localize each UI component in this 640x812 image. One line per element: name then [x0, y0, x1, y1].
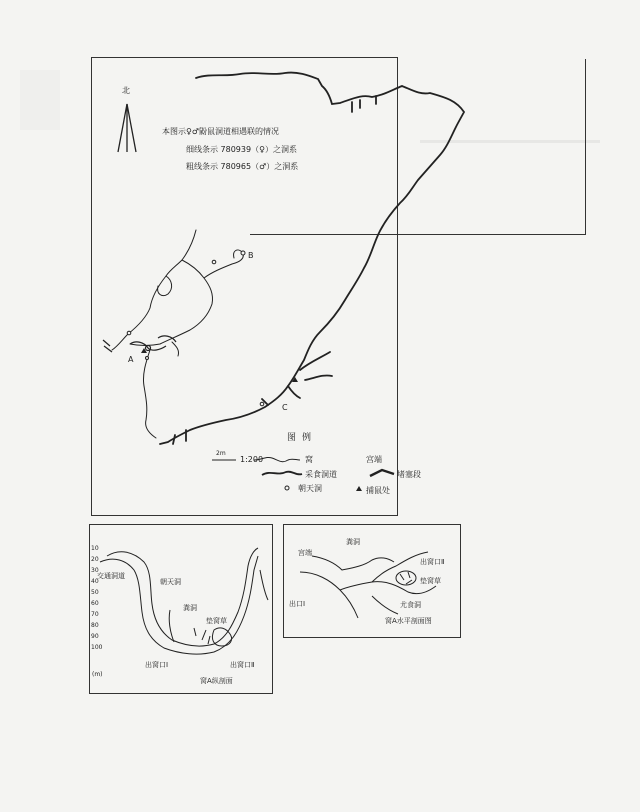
depth-tick: 50	[91, 589, 99, 596]
depth-tick: 30	[91, 567, 99, 574]
hs-food-hole: 尤食洞	[400, 601, 421, 609]
female-burrow-system	[112, 230, 264, 438]
vs-exit-2: 出窝口Ⅱ	[230, 661, 255, 669]
capture-site-marker	[141, 348, 298, 382]
legend-title: 图例	[287, 433, 318, 443]
point-a-label: A	[128, 355, 134, 364]
hs-exit-2: 出窝口Ⅱ	[420, 558, 445, 566]
depth-tick: 80	[91, 622, 99, 629]
hs-palace: 宫端	[298, 549, 312, 557]
depth-tick: 10	[91, 545, 99, 552]
legend-sky-hole: 朝天洞	[298, 484, 322, 493]
nest-a-cluster	[103, 336, 176, 352]
vs-transport-tunnel: 交通洞道	[97, 572, 125, 580]
legend-scale-bar: 2m	[216, 450, 226, 457]
caption-line-1: 本图示♀♂鼢鼠洞道相遇联的情况	[162, 127, 280, 136]
legend-scale-ratio: 1:200	[240, 455, 264, 464]
depth-tick: 40	[91, 578, 99, 585]
depth-tick: 100	[91, 644, 103, 651]
legend-mound: 堵塞段	[397, 470, 421, 479]
vs-caption: 窝A纵剖面	[200, 677, 233, 685]
north-arrow-icon	[118, 104, 136, 152]
sky-hole-legend-icon	[285, 486, 289, 490]
capture-legend-icon	[356, 486, 362, 491]
hs-exit-1: 出口Ⅰ	[289, 600, 306, 608]
hs-dung-hole: 粪洞	[346, 538, 360, 546]
legend-nest: 窝	[305, 455, 313, 464]
hs-nest-grass: 垫窝草	[420, 577, 441, 585]
vs-dung-hole: 粪洞	[183, 604, 197, 612]
caption-line-3: 粗线条示 780965（♂）之洞系	[186, 162, 299, 171]
mound-legend-icon	[370, 470, 394, 476]
depth-tick: 70	[91, 611, 99, 618]
depth-tick: 20	[91, 556, 99, 563]
north-label: 北	[122, 86, 130, 95]
vs-nest-grass: 垫窝草	[206, 617, 227, 625]
hs-caption: 窝A水平剖面图	[385, 617, 432, 625]
vs-sky-hole: 朝天洞	[160, 578, 181, 586]
legend-capture-site: 捕鼠处	[366, 486, 390, 495]
depth-tick: 60	[91, 600, 99, 607]
legend-palace: 宫端	[366, 455, 382, 464]
vs-exit-1: 出窝口Ⅰ	[145, 661, 169, 669]
legend-feeding-tunnel: 采食洞道	[305, 470, 337, 479]
depth-tick: 90	[91, 633, 99, 640]
caption-line-2: 细线条示 780939（♀）之洞系	[186, 145, 297, 154]
point-c-label: C	[282, 403, 288, 412]
point-b-label: B	[248, 251, 254, 260]
feeding-tunnel-legend-icon	[262, 472, 302, 475]
depth-unit: (m)	[92, 671, 103, 678]
